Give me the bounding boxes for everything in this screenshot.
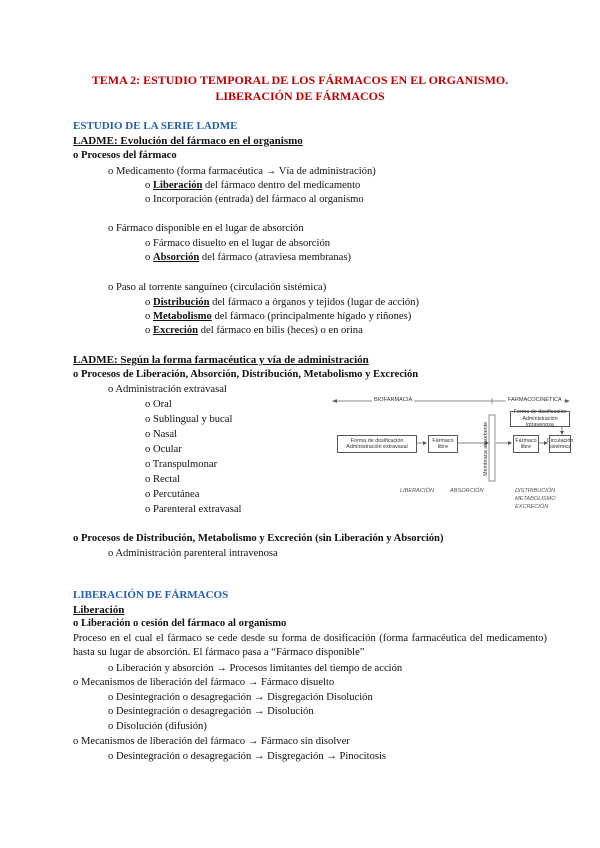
item-mecanismos-1a: o Desintegración o desagregación → Disgregación Disolución [108, 692, 373, 703]
subheading-liberacion: Liberación [73, 604, 125, 616]
term-distribucion-desc: del fármaco a órganos y tejidos (lugar de acción) [209, 297, 420, 308]
box-forma-extravasal: Forma de dosificación Administración extravasal [337, 435, 417, 453]
footer-metabolismo: METABOLISMO [515, 496, 556, 502]
box-circulacion: Circulación sistémica [549, 435, 571, 453]
bullet: o [145, 311, 153, 322]
doc-title-line-1: TEMA 2: ESTUDIO TEMPORAL DE LOS FÁRMACOS EN EL ORGANISMO. [91, 73, 509, 87]
route-item: o Oral [145, 399, 172, 410]
label-biofarmacia: BIOFARMACIA [374, 397, 413, 403]
item-torrente: o Paso al torrente sanguíneo (circulación sistémica) [108, 282, 327, 293]
item-incorporacion: o Incorporación (entrada) del fármaco al organismo [145, 194, 364, 205]
section-heading-liberacion: LIBERACIÓN DE FÁRMACOS [73, 589, 229, 601]
label-membrana: Membrana absorbente [483, 421, 489, 477]
doc-title-line-2: LIBERACIÓN DE FÁRMACOS [215, 89, 385, 103]
footer-absorcion: ABSORCIÓN [450, 488, 484, 494]
item-metabolismo [145, 310, 411, 324]
route-item: o Nasal [145, 429, 178, 440]
bullet: o [145, 252, 153, 263]
box-forma-intravenosa: Forma de dosificación Administración intravenosa [510, 411, 570, 427]
label-farmacocinetica: FARMACOCINÉTICA [508, 397, 562, 403]
item-mecanismos-1: o Mecanismos de liberación del fármaco → Fármaco disuelto [73, 677, 335, 688]
footer-distribucion: DISTRIBUCIÓN [515, 488, 556, 494]
term-metabolismo: Metabolismo [152, 311, 212, 322]
footer-excrecion: EXCRECIÓN [515, 504, 549, 510]
item-mecanismos-1c: o Disolución (difusión) [108, 721, 207, 732]
item-limitantes: o Liberación y absorción → Procesos limitantes del tiempo de acción [108, 663, 403, 674]
term-absorcion-desc: del fármaco (atraviesa membranas) [199, 252, 352, 263]
term-liberacion-desc: del fármaco dentro del medicamento [202, 180, 361, 191]
item-mecanismos-1b: o Desintegración o desagregación → Disolución [108, 706, 314, 717]
item-excrecion [145, 324, 363, 338]
term-liberacion: Liberación [152, 180, 203, 191]
item-medicamento: o Medicamento (forma farmacéutica → Vía de administración) [108, 166, 376, 177]
section-heading-ladme: ESTUDIO DE LA SERIE LADME [73, 120, 238, 132]
route-item: o Rectal [145, 474, 181, 485]
box-farmaco-libre-1: Fármaco libre [428, 435, 458, 453]
box-farmaco-libre-2: Fármaco libre [513, 435, 539, 453]
item-procesos-todos: o Procesos de Liberación, Absorción, Distribución, Metabolismo y Excreción [73, 369, 419, 380]
item-farmaco-disponible: o Fármaco disponible en el lugar de absorción [108, 223, 304, 234]
item-cesion: o Liberación o cesión del fármaco al organismo [73, 618, 287, 629]
footer-liberacion: LIBERACIÓN [400, 488, 434, 494]
route-item: o Parenteral extravasal [145, 504, 242, 515]
item-mecanismos-2a: o Desintegración o desagregación → Disgregación → Pinocitosis [108, 751, 387, 762]
term-excrecion-desc: del fármaco en bilis (heces) o en orina [198, 325, 363, 336]
subheading-evolucion: LADME: Evolución del fármaco en el organismo [73, 135, 303, 147]
term-metabolismo-desc: del fármaco (principalmente hígado y riñones) [211, 311, 412, 322]
item-procesos-sin: o Procesos de Distribución, Metabolismo y Excreción (sin Liberación y Absorción) [73, 533, 444, 544]
ladme-diagram [332, 393, 574, 515]
route-item: o Percutánea [145, 489, 200, 500]
paragraph-liberacion: Proceso en el cual el fármaco se cede desde su forma de dosificación (forma farmacéutica del medicamento) hasta su lugar de absorción. El fármaco pasa a “Fármaco disponible” [73, 633, 547, 658]
item-liberacion [145, 179, 360, 193]
subheading-forma: LADME: Según la forma farmacéutica y vía de administración [73, 354, 369, 366]
term-absorcion: Absorción [152, 252, 200, 263]
bullet: o [145, 180, 153, 191]
item-procesos-farmaco: o Procesos del fármaco [73, 150, 177, 161]
item-mecanismos-2: o Mecanismos de liberación del fármaco → Fármaco sin disolver [73, 736, 350, 747]
bullet: o [145, 325, 153, 336]
route-item: o Transpulmonar [145, 459, 218, 470]
route-item: o Ocular [145, 444, 182, 455]
item-farmaco-disuelto: o Fármaco disuelto en el lugar de absorción [145, 238, 331, 249]
bullet: o [145, 297, 153, 308]
term-excrecion: Excreción [152, 325, 199, 336]
route-item: o Sublingual y bucal [145, 414, 233, 425]
item-extravasal: o Administración extravasal [108, 384, 227, 395]
item-absorcion [145, 251, 351, 265]
item-intravenosa: o Administración parenteral intravenosa [108, 548, 278, 559]
term-distribucion: Distribución [152, 297, 210, 308]
item-distribucion [145, 296, 419, 310]
